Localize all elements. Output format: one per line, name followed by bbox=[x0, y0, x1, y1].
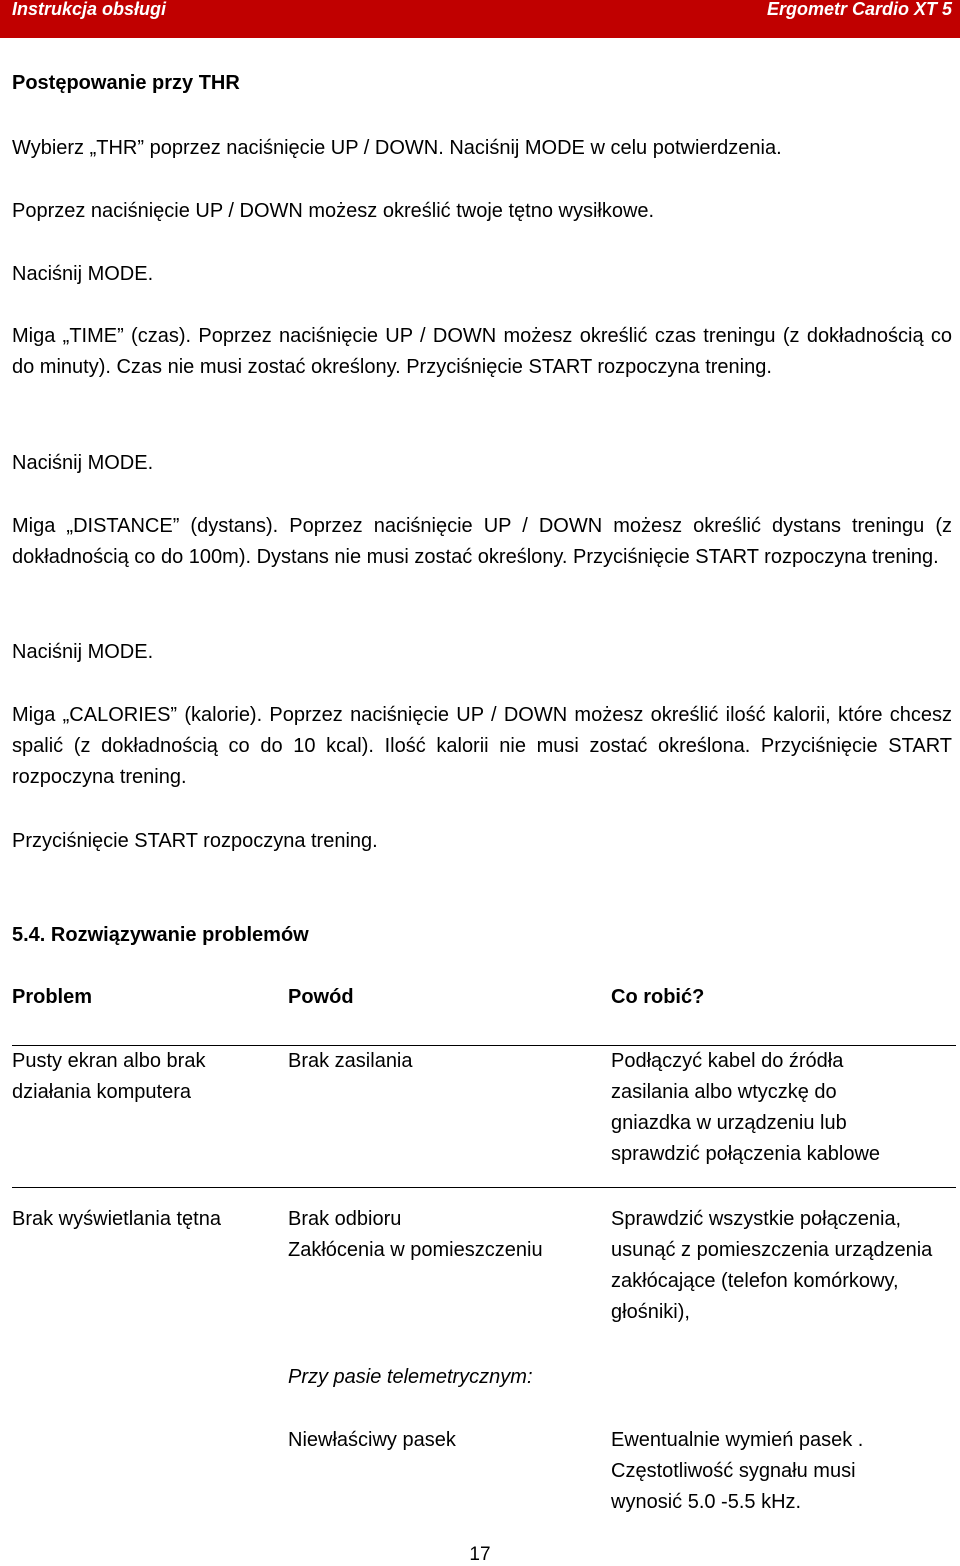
table-header-problem: Problem bbox=[12, 986, 93, 1008]
paragraph-time: Miga „TIME” (czas). Poprzez naciśnięcie UP / DOWN możesz określić czas treningu (z dokładnością co do minuty). Czas nie musi zostać określony. Przyciśnięcie START rozpoczyna trening. bbox=[12, 325, 952, 378]
header-manual-title: Instrukcja obsługi bbox=[12, 0, 167, 19]
paragraph-calories: Miga „CALORIES” (kalorie). Poprzez naciśnięcie UP / DOWN możesz określić ilość kalorii, które chcesz spalić (z dokładnością co do 10 kcal). Ilość kalorii nie musi zostać określona. Przyciśnięcie START rozpoczyna trening. bbox=[12, 704, 952, 788]
header-product-name: Ergometr Cardio XT 5 bbox=[766, 0, 952, 19]
page-header bbox=[0, 0, 960, 38]
paragraph-press-mode-3: Naciśnij MODE. bbox=[12, 641, 154, 663]
row-reason-2: Zakłócenia w pomieszczeniu bbox=[288, 1239, 543, 1261]
table-divider bbox=[12, 1187, 956, 1188]
table-header-action: Co robić? bbox=[611, 986, 705, 1008]
row-action: Podłączyć kabel do źródła zasilania albo wtyczkę do gniazdka w urządzeniu lub sprawdzić połączenia kablowe bbox=[611, 1050, 881, 1165]
paragraph-distance: Miga „DISTANCE” (dystans). Poprzez naciśnięcie UP / DOWN możesz określić dystans treningu (z dokładnością co do 100m). Dystans nie musi zostać określony. Przyciśnięcie START rozpoczyna trening. bbox=[12, 515, 952, 568]
row-reason-1: Brak odbioru bbox=[288, 1208, 402, 1230]
page-number: 17 bbox=[469, 1544, 491, 1565]
paragraph-press-mode-2: Naciśnij MODE. bbox=[12, 452, 154, 474]
paragraph-start: Przyciśnięcie START rozpoczyna trening. bbox=[12, 830, 378, 852]
row-problem: Pusty ekran albo brak działania komputera bbox=[12, 1050, 206, 1103]
troubleshooting-title: 5.4. Rozwiązywanie problemów bbox=[12, 924, 309, 946]
paragraph-select-thr: Wybierz „THR” poprzez naciśnięcie UP / DOWN. Naciśnij MODE w celu potwierdzenia. bbox=[12, 137, 782, 159]
row-problem: Brak wyświetlania tętna bbox=[12, 1208, 221, 1230]
row-sub-action: Ewentualnie wymień pasek . Częstotliwość sygnału musi wynosić 5.0 -5.5 kHz. bbox=[611, 1429, 864, 1513]
row-reason: Brak zasilania bbox=[288, 1050, 413, 1072]
row-sub-reason: Niewłaściwy pasek bbox=[288, 1429, 456, 1451]
table-header-reason: Powód bbox=[288, 986, 354, 1008]
row-subheading: Przy pasie telemetrycznym: bbox=[288, 1366, 533, 1388]
paragraph-set-heart-rate: Poprzez naciśnięcie UP / DOWN możesz określić twoje tętno wysiłkowe. bbox=[12, 200, 655, 222]
paragraph-press-mode-1: Naciśnij MODE. bbox=[12, 263, 154, 285]
section-title-thr: Postępowanie przy THR bbox=[12, 72, 240, 94]
row-action: Sprawdzić wszystkie połączenia, usunąć z pomieszczenia urządzenia zakłócające (telefon komórkowy, głośniki), bbox=[611, 1208, 933, 1323]
